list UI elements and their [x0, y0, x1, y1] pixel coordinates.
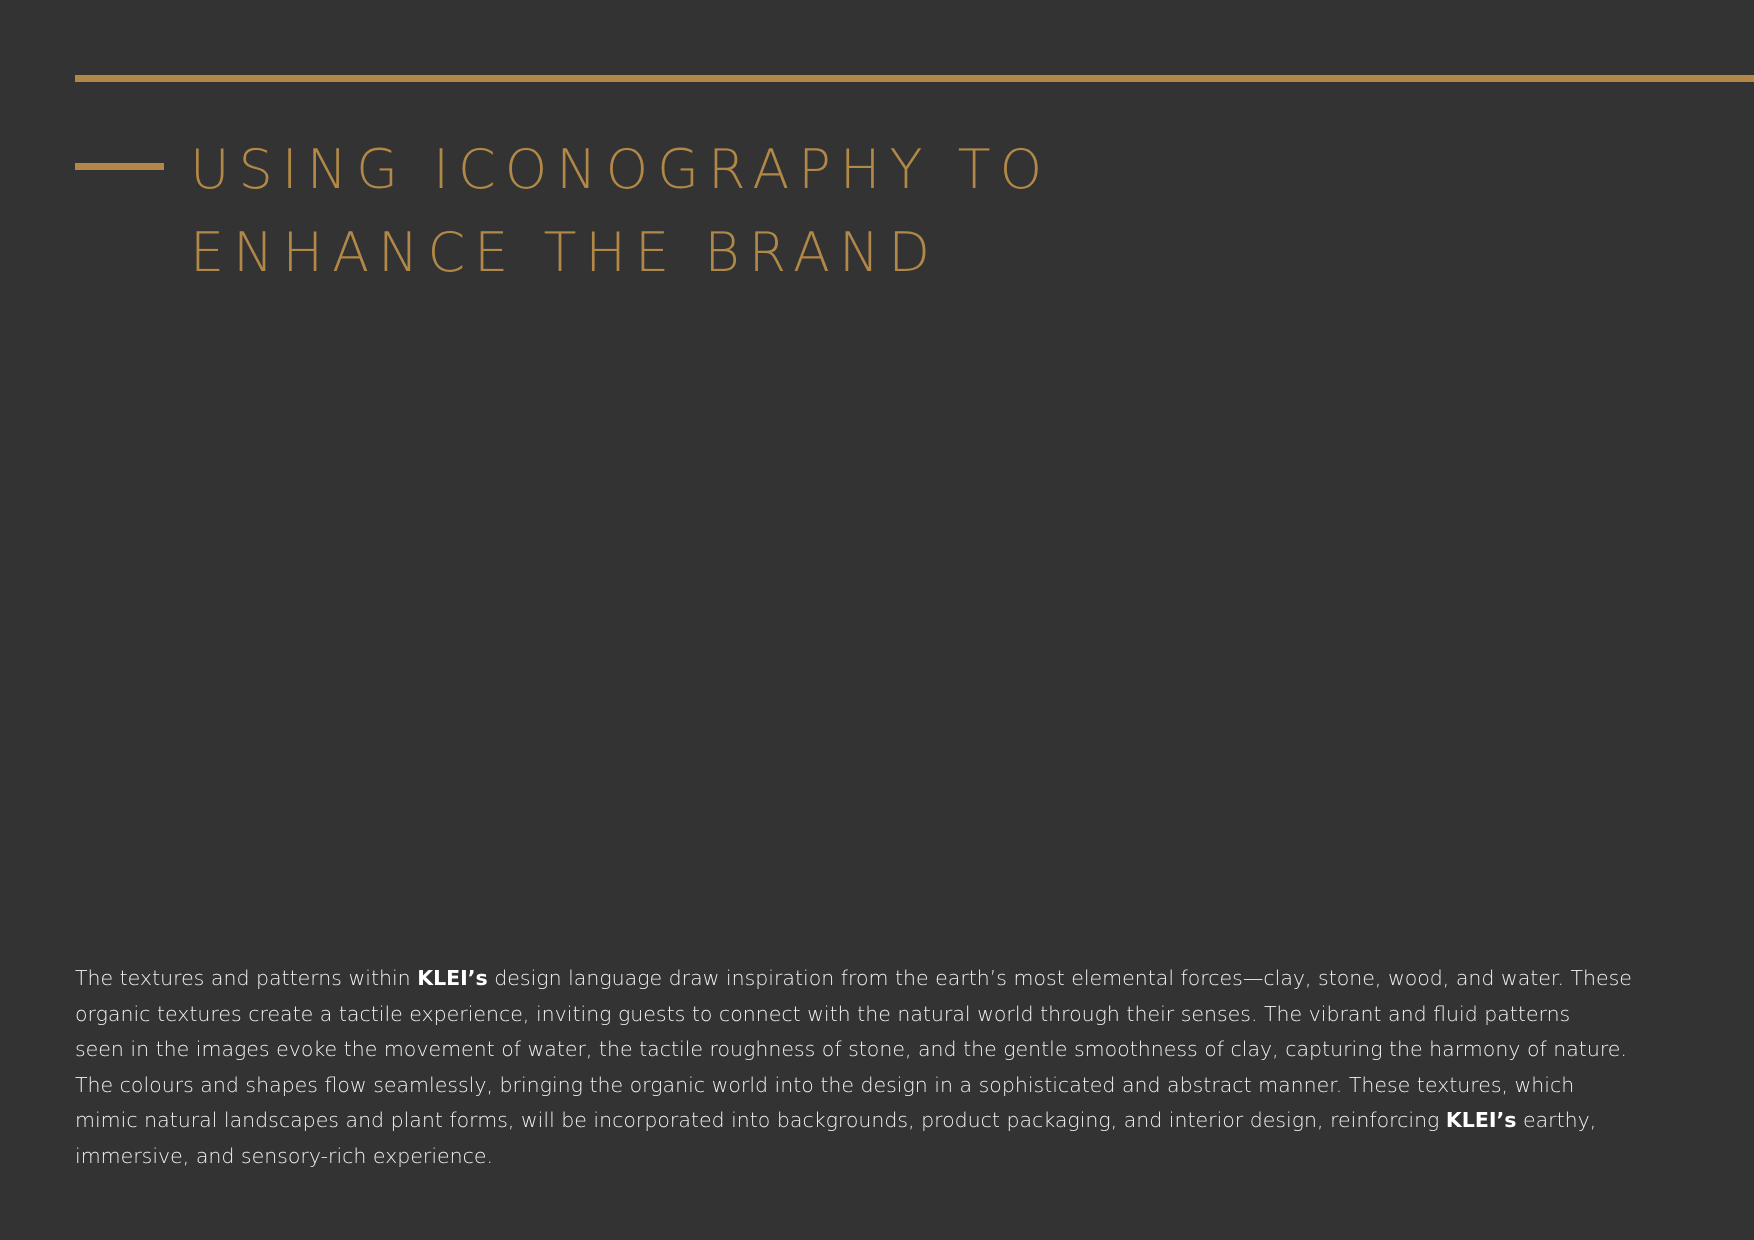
body-line-6: immersive, and sensory-rich experience.: [75, 1143, 494, 1168]
title-accent-dash: [75, 163, 164, 170]
body-line-1: [75, 961, 1715, 997]
body-paragraph: [75, 961, 1715, 1174]
body-text-segment: mimic natural landscapes and plant forms, will be incorporated into backgrounds, product packaging, and interior design, reinforcing: [75, 1108, 1446, 1132]
page-title-line-1: USING ICONOGRAPHY TO: [190, 138, 1052, 201]
page-title: [190, 128, 1051, 294]
body-text-segment: earthy,: [1516, 1108, 1597, 1132]
body-line-2: organic textures create a tactile experience, inviting guests to connect with the natural world through their senses. The vibrant and fluid patterns: [75, 1001, 1571, 1026]
body-line-4: The colours and shapes flow seamlessly, bringing the organic world into the design in a sophisticated and abstract manner. These textures, which: [75, 1072, 1575, 1097]
body-text-segment: The textures and patterns within: [75, 966, 418, 990]
top-divider-rule: [75, 75, 1754, 82]
body-text-segment: design language draw inspiration from the earth’s most elemental forces—clay, stone, wood, and water. These: [487, 966, 1632, 990]
brand-name: KLEI’s: [1445, 1108, 1517, 1132]
brand-name: KLEI’s: [417, 966, 488, 990]
body-line-3: seen in the images evoke the movement of water, the tactile roughness of stone, and the gentle smoothness of clay, capturing the harmony of nature.: [75, 1037, 1627, 1061]
body-line-5: [75, 1103, 1715, 1139]
page-title-line-2: ENHANCE THE BRAND: [190, 221, 939, 284]
